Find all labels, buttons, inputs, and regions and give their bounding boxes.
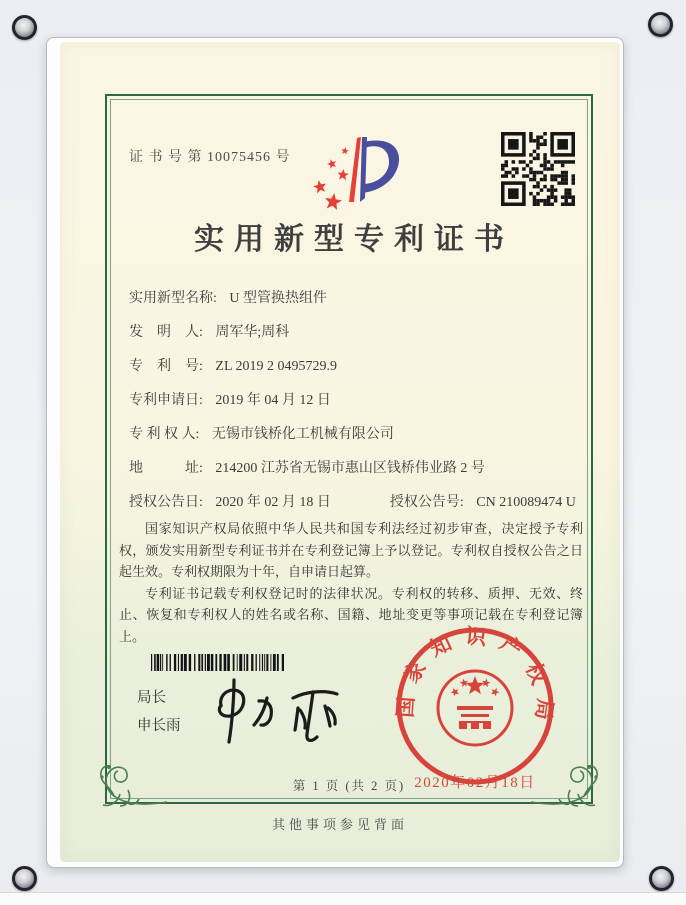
- seal-emblem: [438, 671, 512, 745]
- handwritten-signature-icon: [201, 672, 359, 758]
- issuer-block: [137, 684, 181, 740]
- legal-paragraph: 国家知识产权局依照中华人民共和国专利法经过初步审查，决定授予专利权，颁发实用新型专利证书并在专利登记簿上予以登记。专利权自授权公告之日起生效。专利权期限为十年，自申请日起算。: [119, 521, 583, 579]
- field-label: 发 明 人:: [129, 325, 203, 340]
- field-row-grant: [129, 486, 575, 520]
- corner-screw-top-right-icon: [648, 12, 673, 37]
- certificate-paper: [60, 42, 620, 862]
- field-label: 实用新型名称:: [129, 291, 217, 306]
- certificate-number: 证 书 号 第 10075456 号: [129, 150, 291, 165]
- field-value: CN 210089474 U: [476, 495, 576, 510]
- field-value: 周军华;周科: [215, 325, 290, 340]
- field-value: 214200 江苏省无锡市惠山区钱桥伟业路 2 号: [215, 461, 485, 476]
- issuer-name: 申长雨: [137, 718, 181, 734]
- issuer-title: 局长: [137, 690, 166, 706]
- cnipa-logo-icon: [299, 136, 401, 214]
- barcode-icon: [151, 654, 284, 671]
- back-side-note: 其他事项参见背面: [271, 817, 408, 832]
- qr-code-icon: [501, 132, 575, 206]
- field-value: ZL 2019 2 0495729.9: [215, 359, 337, 374]
- field-label: 专利申请日:: [129, 393, 203, 408]
- certificate-border-frame: [105, 94, 593, 804]
- field-label: 授权公告日:: [129, 495, 203, 510]
- field-label: 专 利 权 人:: [129, 427, 200, 442]
- field-list: [129, 282, 575, 520]
- field-row-inventor: [129, 316, 575, 350]
- field-row-name: [129, 282, 575, 316]
- legal-paragraph: 专利证书记载专利权登记时的法律状况。专利权的转移、质押、无效、终止、恢复和专利权人的姓名或名称、国籍、地址变更等事项记载在专利登记簿上。: [119, 585, 583, 644]
- corner-screw-bottom-right-icon: [649, 866, 674, 891]
- field-value: 2019 年 04 月 12 日: [215, 393, 331, 408]
- field-label: 专 利 号:: [129, 359, 203, 374]
- field-label: 地 址:: [129, 461, 203, 476]
- field-value: 2020 年 02 月 18 日: [215, 495, 331, 510]
- seal-org-text: 国家知识产权局: [393, 624, 558, 734]
- corner-screw-top-left-icon: [12, 15, 37, 40]
- field-label: 授权公告号:: [389, 495, 464, 510]
- field-row-patent-no: [129, 350, 575, 384]
- certificate-title: 实用新型专利证书: [194, 223, 514, 256]
- page-number: 第 1 页 (共 2 页): [292, 779, 406, 793]
- field-row-filing-date: [129, 384, 575, 418]
- field-row-address: [129, 452, 575, 486]
- field-value: 无锡市钱桥化工机械有限公司: [211, 427, 394, 442]
- field-value: U 型管换热组件: [229, 291, 328, 306]
- field-row-patentee: [129, 418, 575, 452]
- seal-date: 2020年02月18日: [414, 775, 536, 791]
- corner-screw-bottom-left-icon: [12, 866, 37, 891]
- table-edge: [0, 892, 686, 905]
